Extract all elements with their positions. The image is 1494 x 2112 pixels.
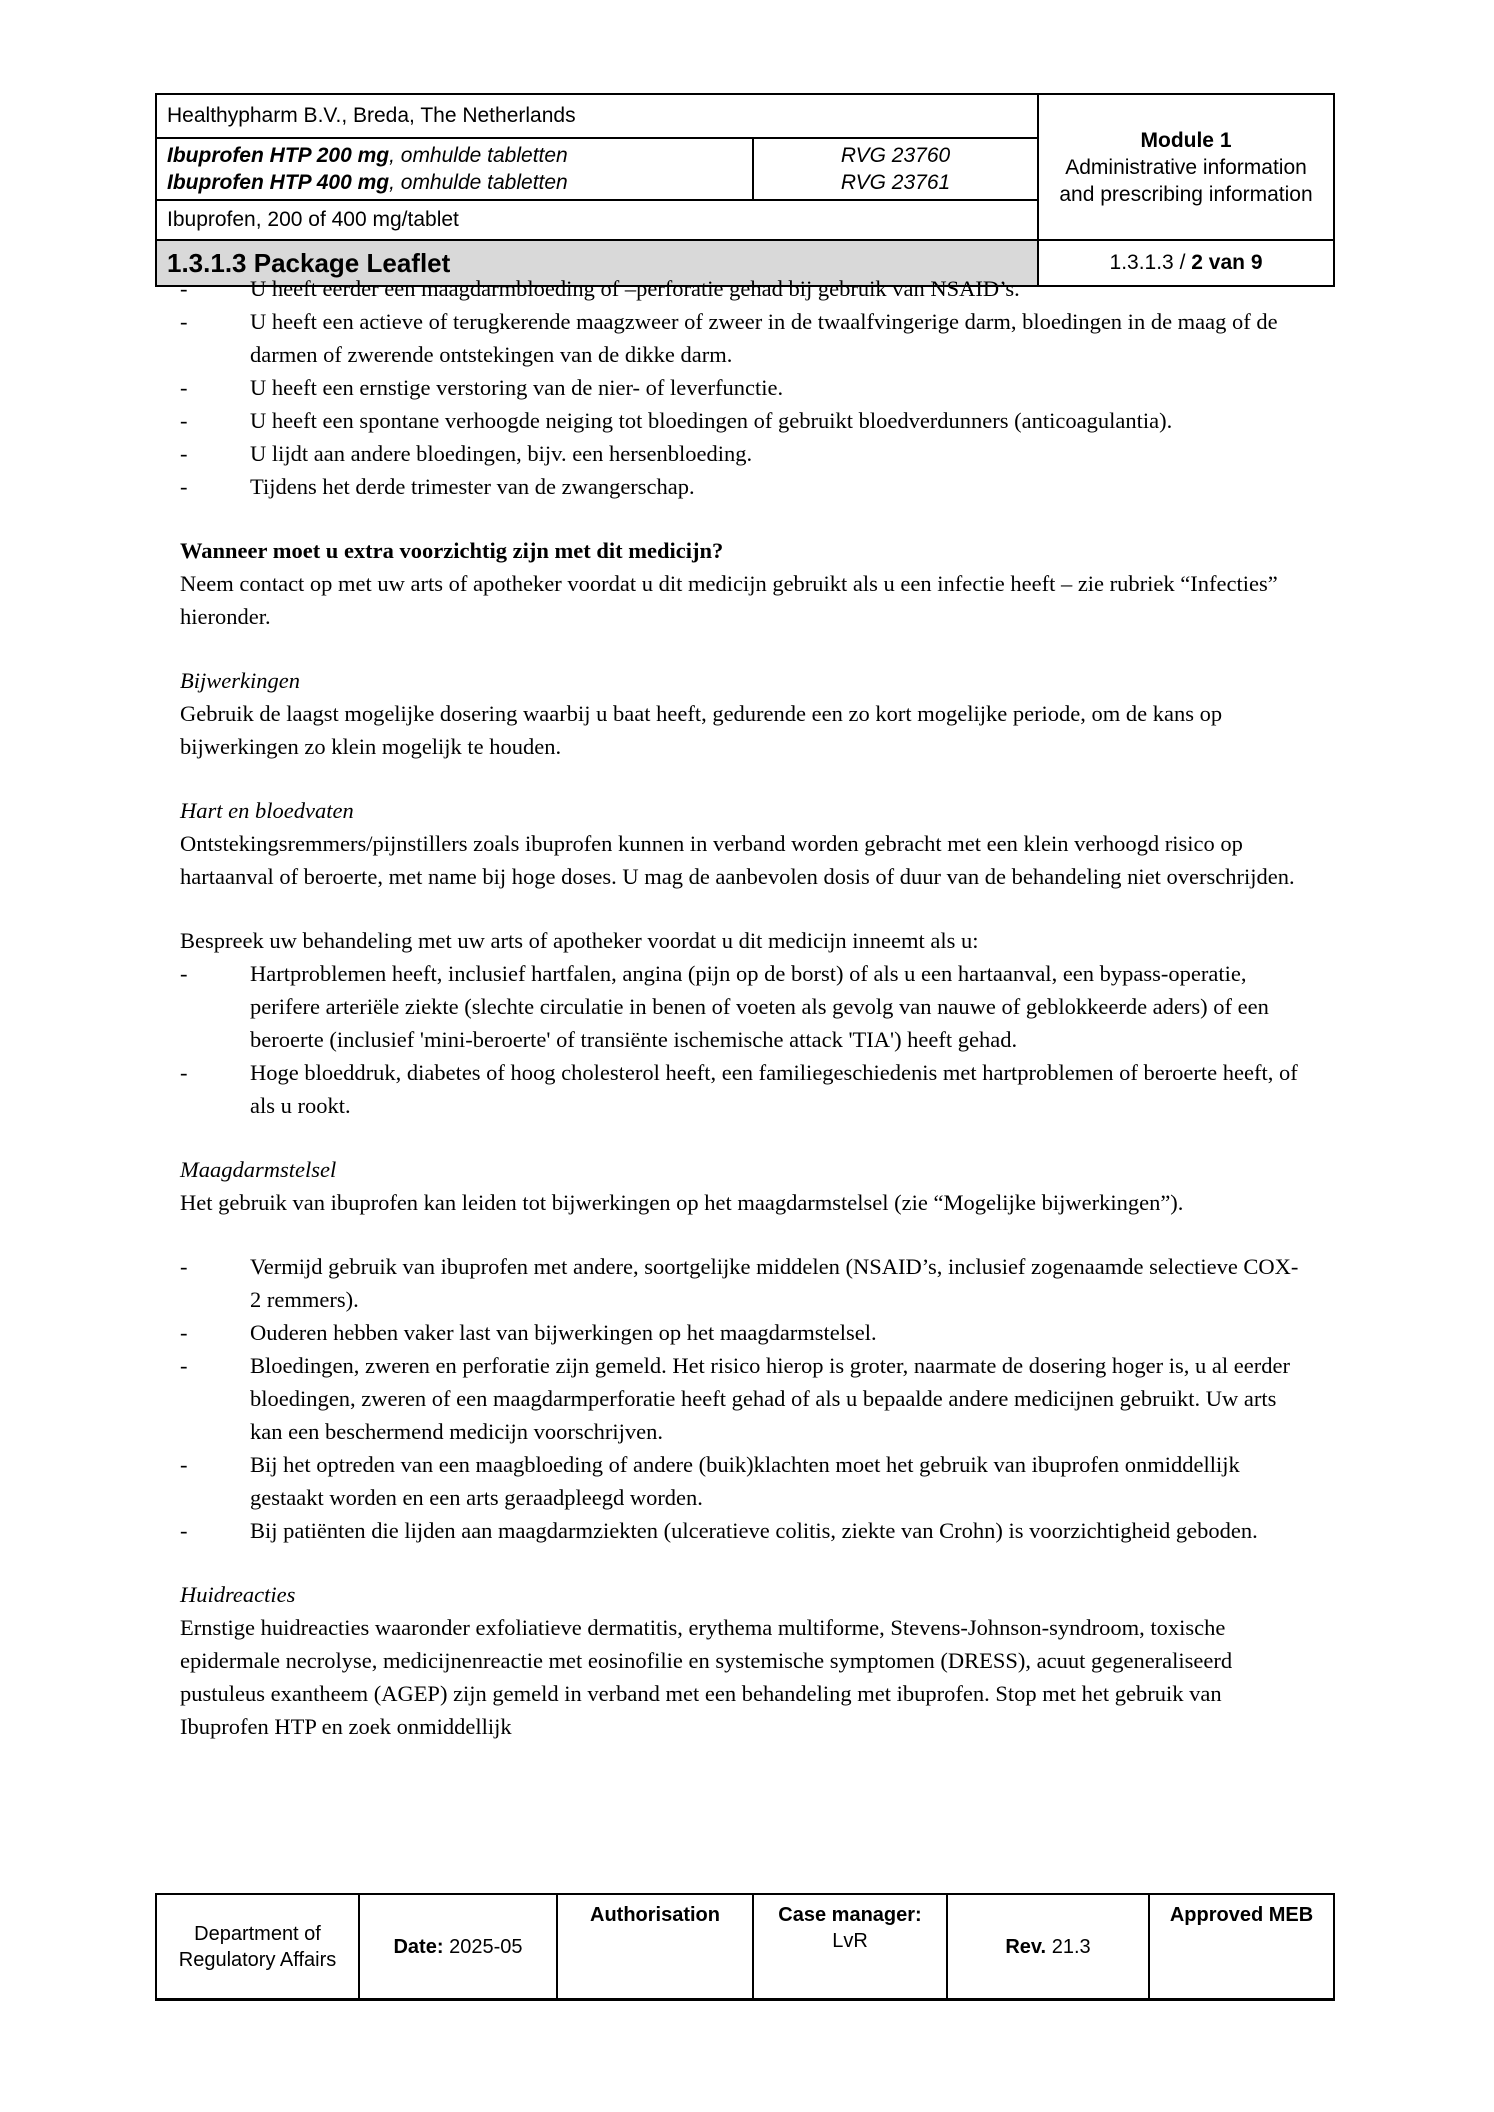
list-item	[180, 1316, 1308, 1349]
paragraph: Het gebruik van ibuprofen kan leiden tot bijwerkingen op het maagdarmstelsel (zie “Mogelijke bijwerkingen”).	[180, 1190, 1184, 1215]
list-item-text: Bij patiënten die lijden aan maagdarmziekten (ulceratieve colitis, ziekte van Crohn) is voorzichtigheid geboden.	[250, 1518, 1258, 1543]
gastro-list	[180, 1250, 1308, 1547]
paragraph: Ernstige huidreacties waaronder exfoliatieve dermatitis, erythema multiforme, Stevens-Johnson-syndroom, toxische epidermale necrolyse, medicijnenreactie met eosinofilie en systemische symptomen (DRESS), acuut gegeneraliseerd pustuleus exantheem (AGEP) zijn gemeld in verband met een behandeling met ibuprofen. Stop met het gebruik van Ibuprofen HTP en zoek onmiddellijk	[180, 1615, 1233, 1739]
case-manager-value: LvR	[832, 1930, 868, 1952]
product-name: Ibuprofen HTP 200 mg	[167, 144, 390, 167]
list-item	[180, 470, 1308, 503]
approved-label: Approved MEB	[1169, 1904, 1314, 1926]
substance-text: Ibuprofen, 200 of 400 mg/tablet	[167, 208, 459, 231]
bullet-dash: -	[180, 309, 188, 334]
product-name: Ibuprofen HTP 400 mg	[167, 171, 390, 194]
list-item-text: U lijdt aan andere bloedingen, bijv. een hersenbloeding.	[250, 441, 753, 466]
substance-cell	[156, 200, 1038, 240]
list-item	[180, 404, 1308, 437]
approved-cell	[1149, 1894, 1334, 2000]
product-suffix: , omhulde tabletten	[389, 171, 568, 194]
page-ref-prefix: 1.3.1.3 /	[1109, 251, 1186, 274]
list-item-text: U heeft een ernstige verstoring van de nier- of leverfunctie.	[250, 375, 784, 400]
module-line2: and prescribing information	[1059, 182, 1313, 206]
rvg-cell	[753, 138, 1038, 200]
list-item	[180, 1514, 1308, 1547]
list-item	[180, 957, 1308, 1056]
module-cell	[1038, 94, 1334, 240]
header-table	[155, 93, 1335, 287]
authorisation-label: Authorisation	[590, 1904, 720, 1926]
date-cell	[359, 1894, 557, 2000]
product-line	[167, 169, 742, 196]
subsection-heading-hart-en-bloedvaten: Hart en bloedvaten	[180, 798, 354, 823]
revision-cell	[947, 1894, 1149, 2000]
contraindications-list	[180, 272, 1308, 503]
list-item	[180, 1056, 1308, 1122]
list-item-text: Hartproblemen heeft, inclusief hartfalen, angina (pijn op de borst) of als u een hartaanval, een bypass-operatie, perifere arteriële ziekte (slechte circulatie in benen of voeten als gevolg van nauwe of geblokkeerde aders) of een beroerte (inclusief 'mini-beroerte' of transiënte ischemische attack 'TIA') heeft gehad.	[250, 961, 1269, 1052]
list-item	[180, 1448, 1308, 1514]
subsection-heading-maagdarmstelsel: Maagdarmstelsel	[180, 1157, 337, 1182]
bullet-dash: -	[180, 1060, 188, 1085]
paragraph-bespreek-intro: Bespreek uw behandeling met uw arts of apotheker voordat u dit medicijn inneemt als u:	[180, 928, 979, 953]
product-line	[167, 142, 742, 169]
rvg-number: RVG 23760	[840, 144, 951, 167]
company-cell	[156, 94, 1038, 138]
list-item-text: Ouderen hebben vaker last van bijwerkingen op het maagdarmstelsel.	[250, 1320, 877, 1345]
list-item-text: U heeft eerder een maagdarmbloeding of –perforatie gehad bij gebruik van NSAID’s.	[250, 276, 1020, 301]
module-title: Module 1	[1140, 128, 1232, 152]
list-item	[180, 1250, 1308, 1316]
leaflet-body	[180, 272, 1308, 1743]
bullet-dash: -	[180, 1353, 188, 1378]
case-manager-label: Case manager:	[778, 1904, 922, 1926]
bullet-dash: -	[180, 474, 188, 499]
list-item	[180, 272, 1308, 305]
paragraph: Ontstekingsremmers/pijnstillers zoals ibuprofen kunnen in verband worden gebracht met een klein verhoogd risico op hartaanval of beroerte, met name bij hoge doses. U mag de aanbevolen dosis of duur van de behandeling niet overschrijden.	[180, 831, 1295, 889]
heart-risk-list	[180, 957, 1308, 1122]
company-name: Healthypharm B.V., Breda, The Netherlands	[167, 104, 576, 127]
list-item	[180, 1349, 1308, 1448]
product-suffix: , omhulde tabletten	[389, 144, 568, 167]
department-cell	[156, 1894, 359, 2000]
bullet-dash: -	[180, 1254, 188, 1279]
subsection-heading-bijwerkingen: Bijwerkingen	[180, 668, 300, 693]
date-label: Date:	[393, 1935, 444, 1958]
paragraph: Gebruik de laagst mogelijke dosering waarbij u baat heeft, gedurende een zo kort mogelijke periode, om de kans op bijwerkingen zo klein mogelijk te houden.	[180, 701, 1223, 759]
bullet-dash: -	[180, 441, 188, 466]
department-text: Department of Regulatory Affairs	[178, 1922, 337, 1971]
list-item	[180, 371, 1308, 404]
rvg-number: RVG 23761	[840, 171, 951, 194]
list-item-text: U heeft een spontane verhoogde neiging tot bloedingen of gebruikt bloedverdunners (anticoagulantia).	[250, 408, 1173, 433]
bullet-dash: -	[180, 408, 188, 433]
subsection-heading-huidreacties: Huidreacties	[180, 1582, 296, 1607]
list-item-text: U heeft een actieve of terugkerende maagzweer of zweer in de twaalfvingerige darm, bloedingen in de maag of de darmen of zwerende ontstekingen van de dikke darm.	[250, 309, 1278, 367]
page-ref-number: 2 van 9	[1191, 251, 1263, 274]
products-cell	[156, 138, 753, 200]
section-heading-warnings: Wanneer moet u extra voorzichtig zijn met dit medicijn?	[180, 538, 724, 563]
case-manager-cell	[753, 1894, 947, 2000]
list-item	[180, 437, 1308, 470]
bullet-dash: -	[180, 375, 188, 400]
list-item	[180, 305, 1308, 371]
list-item-text: Bloedingen, zweren en perforatie zijn gemeld. Het risico hierop is groter, naarmate de dosering hoger is, u al eerder bloedingen, zweren of een maagdarmperforatie heeft gehad of als u bepaalde andere medicijnen gebruikt. Uw arts kan een beschermend medicijn voorschrijven.	[250, 1353, 1290, 1444]
bullet-dash: -	[180, 1518, 188, 1543]
module-line1: Administrative information	[1065, 155, 1307, 179]
list-item-text: Tijdens het derde trimester van de zwangerschap.	[250, 474, 695, 499]
bullet-dash: -	[180, 961, 188, 986]
bullet-dash: -	[180, 276, 188, 301]
footer-table	[155, 1893, 1335, 2001]
date-value: 2025-05	[449, 1935, 523, 1958]
section-title: 1.3.1.3 Package Leaflet	[167, 247, 451, 278]
list-item-text: Vermijd gebruik van ibuprofen met andere, soortgelijke middelen (NSAID’s, inclusief zogenaamde selectieve COX-2 remmers).	[250, 1254, 1299, 1312]
authorisation-cell	[557, 1894, 753, 2000]
list-item-text: Hoge bloeddruk, diabetes of hoog cholesterol heeft, een familiegeschiedenis met hartproblemen of beroerte heeft, of als u rookt.	[250, 1060, 1298, 1118]
paragraph: Neem contact op met uw arts of apotheker voordat u dit medicijn gebruikt als u een infectie heeft – zie rubriek “Infecties” hieronder.	[180, 571, 1278, 629]
list-item-text: Bij het optreden van een maagbloeding of andere (buik)klachten moet het gebruik van ibuprofen onmiddellijk gestaakt worden en een arts geraadpleegd worden.	[250, 1452, 1240, 1510]
revision-label: Rev.	[1005, 1935, 1047, 1958]
bullet-dash: -	[180, 1452, 188, 1477]
bullet-dash: -	[180, 1320, 188, 1345]
revision-value: 21.3	[1051, 1935, 1091, 1958]
